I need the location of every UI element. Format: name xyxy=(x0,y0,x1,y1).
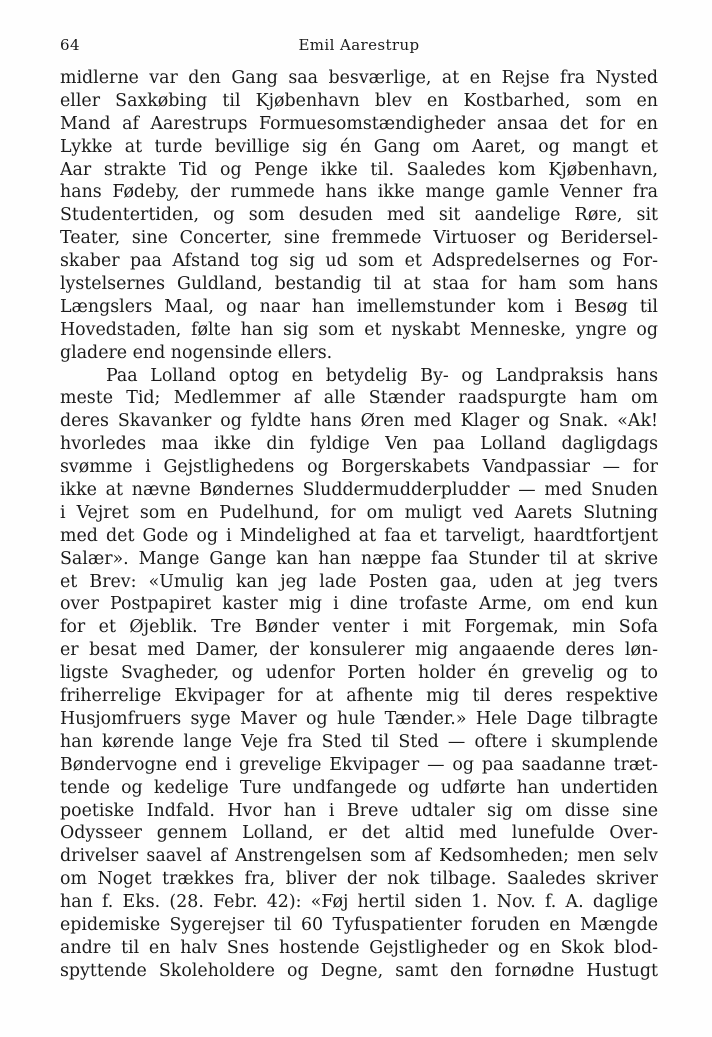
text-line: om Noget trækkes fra, bliver der nok tilbage. Saaledes skriver xyxy=(60,869,658,890)
text-line: andre til en halv Snes hostende Gejstligheder og en Skok blod- xyxy=(60,937,658,958)
text-line: ikke at nævne Bøndernes Sluddermudderpludder — med Snuden xyxy=(60,480,658,501)
running-title: Emil Aarestrup xyxy=(298,36,420,54)
page-number: 64 xyxy=(60,36,80,54)
text-line: Lykke at turde bevillige sig én Gang om Aaret, og mangt et xyxy=(60,136,658,157)
text-line: er besat med Damer, der konsulerer mig angaaende deres løn- xyxy=(60,640,658,661)
text-line: Odysseer gennem Lolland, er det altid med lunefulde Over- xyxy=(60,823,658,844)
text-line: for et Øjeblik. Tre Bønder venter i mit Forgemak, min Sofa xyxy=(60,617,658,638)
text-line: friherrelige Ekvipager for at afhente mig til deres respektive xyxy=(60,686,658,707)
text-line: hans Fødeby, der rummede hans ikke mange gamle Venner fra xyxy=(60,182,658,203)
text-line: Salær». Mange Gange kan han næppe faa Stunder til at skrive xyxy=(60,548,658,569)
text-line: Studentertiden, og som desuden med sit aandelige Røre, sit xyxy=(60,205,658,226)
text-line: han kørende lange Veje fra Sted til Sted — oftere i skumplende xyxy=(60,731,658,752)
text-line: Teater, sine Concerter, sine fremmede Virtuoser og Beridersel- xyxy=(60,228,658,249)
text-line: tende og kedelige Ture undfangede og udførte han undertiden xyxy=(60,777,658,798)
text-line: Hovedstaden, følte han sig som et nyskabt Menneske, yngre og xyxy=(60,319,658,340)
text-line: svømme i Gejstlighedens og Borgerskabets Vandpassiar — for xyxy=(60,457,658,478)
text-line: poetiske Indfald. Hvor han i Breve udtaler sig om disse sine xyxy=(60,800,658,821)
text-line: epidemiske Sygerejser til 60 Tyfuspatienter foruden en Mængde xyxy=(60,914,658,935)
text-line: lystelsernes Guldland, bestandig til at staa for ham som hans xyxy=(60,274,658,295)
text-line: hvorledes maa ikke din fyldige Ven paa Lolland dagligdags xyxy=(60,434,658,455)
text-line: midlerne var den Gang saa besværlige, at en Rejse fra Nysted xyxy=(60,68,658,88)
text-line: ligste Svagheder, og udenfor Porten holder én grevelig og to xyxy=(60,663,658,684)
body-text xyxy=(60,67,658,983)
paragraph xyxy=(60,67,658,365)
text-line: skaber paa Afstand tog sig ud som et Adspredelsernes og For- xyxy=(60,251,658,272)
text-line: spyttende Skoleholdere og Degne, samt den fornødne Hustugt xyxy=(60,960,658,981)
text-line: drivelser saavel af Anstrengelsen som af Kedsomheden; men selv xyxy=(60,846,658,867)
text-line: eller Saxkøbing til Kjøbenhavn blev en Kostbarhed, som en xyxy=(60,90,658,111)
text-line: Husjomfruers syge Maver og hule Tænder.» Hele Dage tilbragte xyxy=(60,708,658,729)
paragraph xyxy=(60,365,658,983)
text-line: Længslers Maal, og naar han imellemstunder kom i Besøg til xyxy=(60,296,658,317)
text-line: over Postpapiret kaster mig i dine trofaste Arme, om end kun xyxy=(60,594,658,615)
text-line: et Brev: «Umulig kan jeg lade Posten gaa, uden at jeg tvers xyxy=(60,571,658,592)
text-line: han f. Eks. (28. Febr. 42): «Føj hertil siden 1. Nov. f. A. daglige xyxy=(60,892,658,913)
text-line: Mand af Aarestrups Formuesomstændigheder ansaa det for en xyxy=(60,113,658,134)
text-line: deres Skavanker og fyldte hans Øren med Klager og Snak. «Ak! xyxy=(60,411,658,432)
page-header xyxy=(60,36,658,58)
text-line: Aar strakte Tid og Penge ikke til. Saaledes kom Kjøbenhavn, xyxy=(60,159,658,180)
text-line: meste Tid; Medlemmer af alle Stænder raadspurgte ham om xyxy=(60,388,658,409)
text-line: med det Gode og i Mindelighed at faa et tarveligt, haardtfortjent xyxy=(60,525,658,546)
text-line: Bøndervogne end i grevelige Ekvipager — og paa saadanne træt- xyxy=(60,754,658,775)
text-line: i Vejret som en Pudelhund, for om muligt ved Aarets Slutning xyxy=(60,502,658,523)
text-line: gladere end nogensinde ellers. xyxy=(60,342,333,363)
text-line: Paa Lolland optog en betydelig By- og Landpraksis hans xyxy=(106,365,658,386)
